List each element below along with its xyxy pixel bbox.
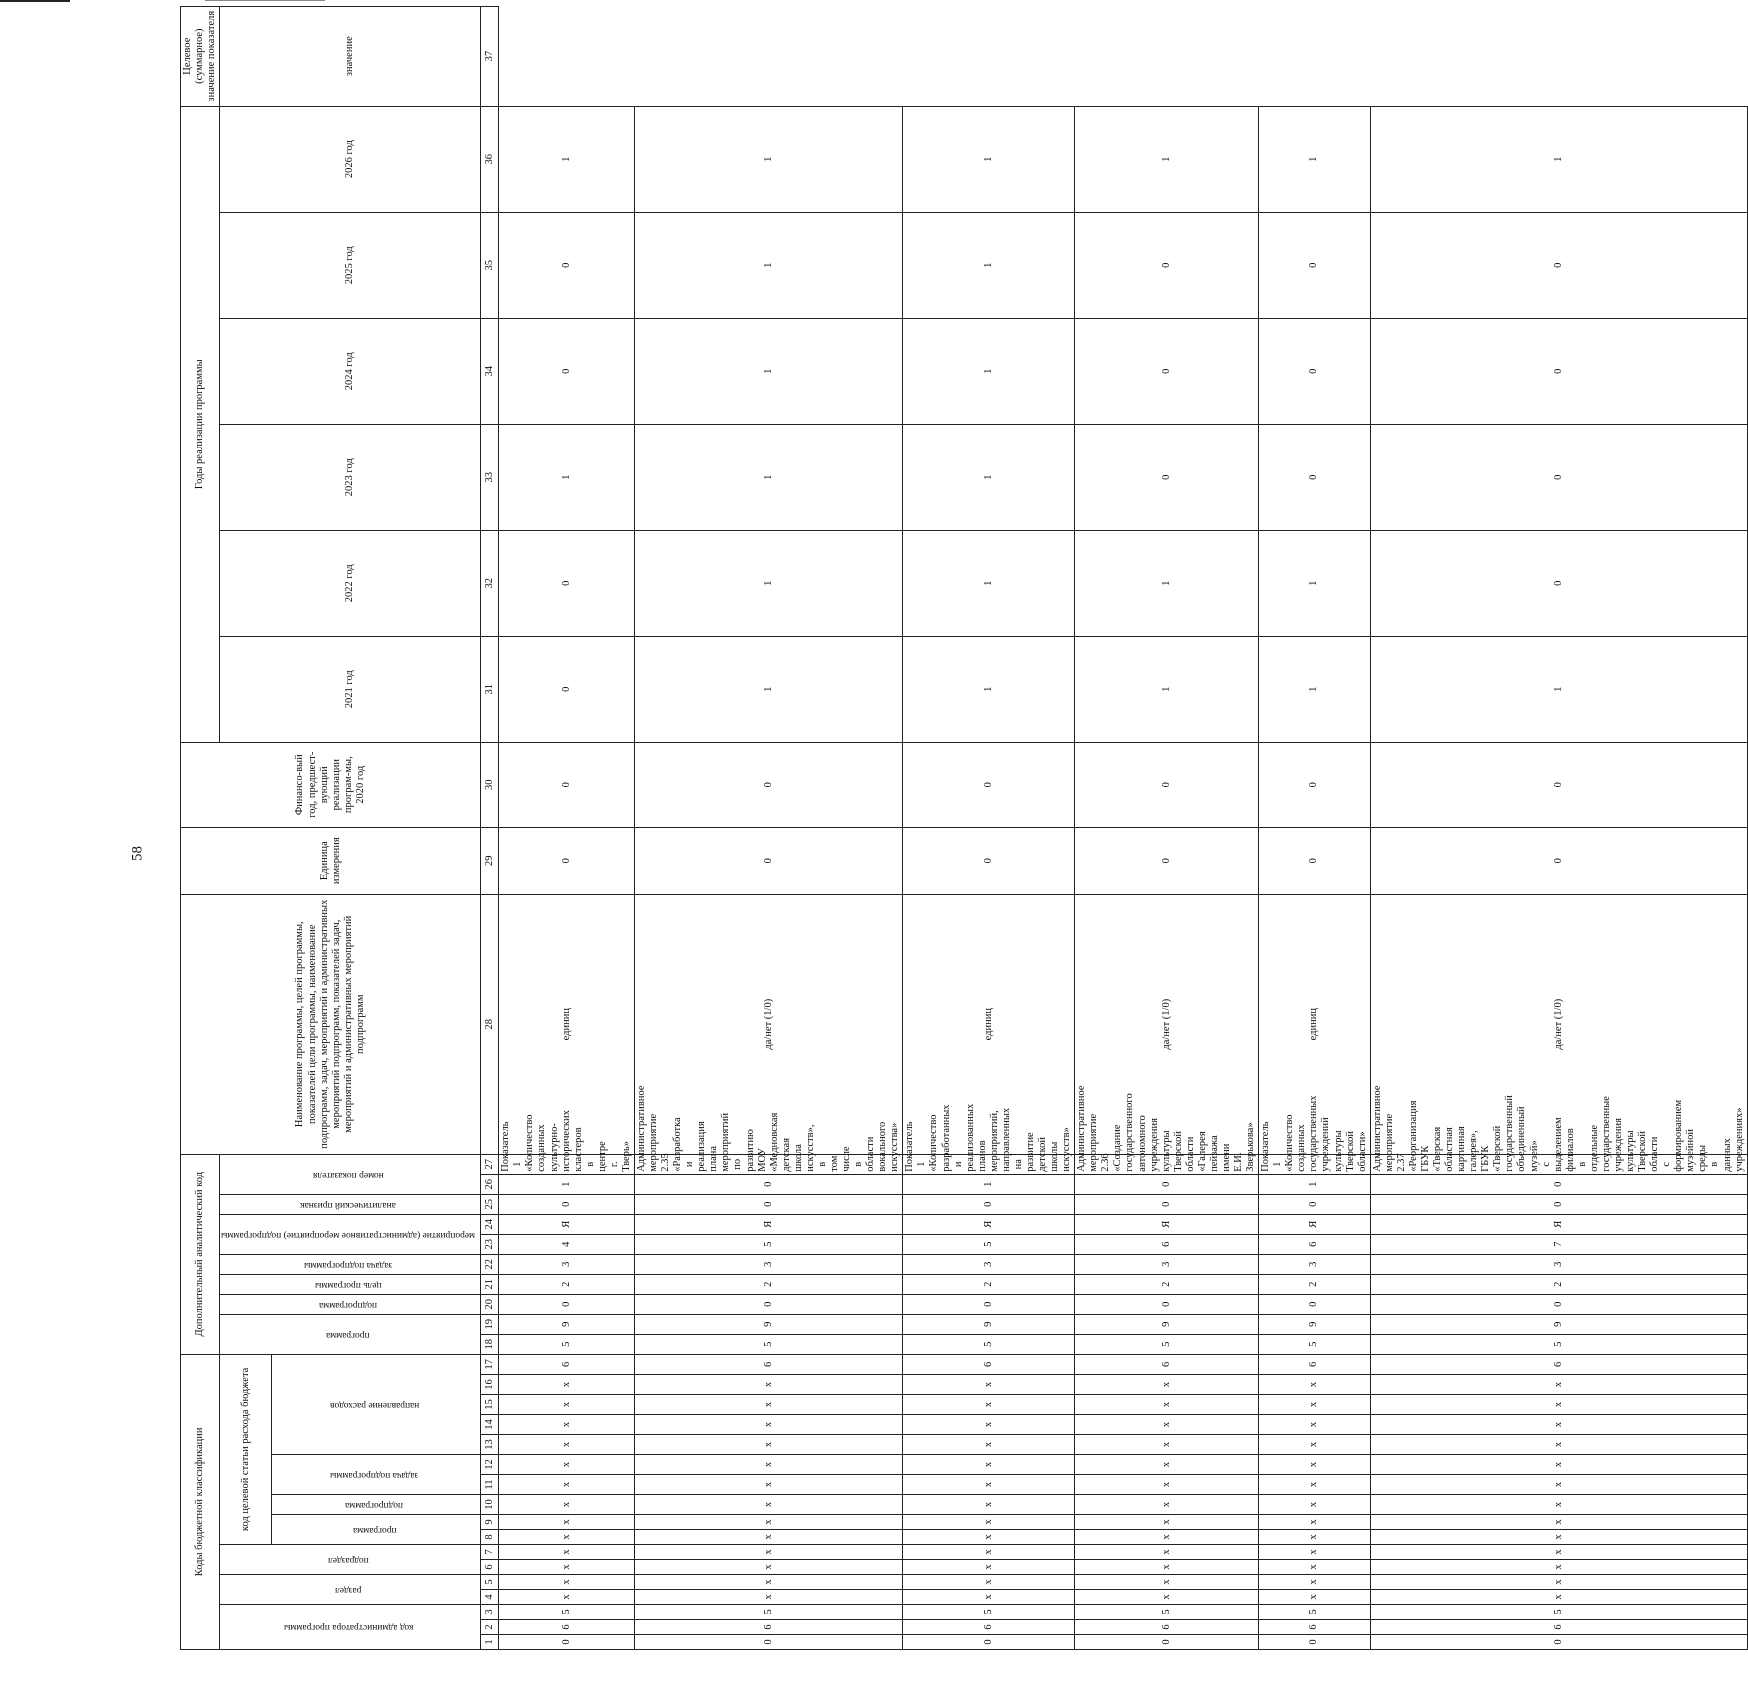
row-year-value: 1 [1075,636,1259,742]
code-cell: х [1370,1545,1747,1560]
col-num: 34 [481,318,499,424]
code-cell: х [1075,1435,1259,1455]
row-year-value: 0 [499,212,635,318]
code-cell: 0 [1370,1294,1747,1314]
code-cell: х [903,1435,1075,1455]
col-num: 13 [481,1435,499,1455]
code-cell: х [1259,1395,1371,1415]
row-name: Административное мероприятие 2.37 «Реорганизация ГБУК «Тверская областная картинная галерея», ГБУК «Тверской государственный объединенный музей» с выделением филиалов в отдельные государственные учреждения культуры Тверской области с формированием музейной среды в данных учреждениях» [1370,1154,1747,1174]
row-name: Административное мероприятие 2.35 «Разработка и реализация плана мероприятий по развитию МОУ «Медновская детская школа искусств», в том числе в области вокального искусства» [634,1154,902,1174]
col-num: 28 [481,894,499,1154]
code-cell: 5 [903,1605,1075,1620]
row-target-value: 1 [634,106,902,212]
row-year-value: 0 [499,318,635,424]
col-num: 7 [481,1545,499,1560]
code-cell: 6 [1259,1354,1371,1374]
row-year-value: 0 [1259,424,1371,530]
code-cell: х [1259,1560,1371,1575]
row-fin-year-value: 0 [634,827,902,894]
row-unit: да/нет (1/0) [634,894,902,1154]
code-cell: х [1075,1515,1259,1530]
row-year-value: 0 [499,742,635,827]
col-num: 20 [481,1294,499,1314]
row-year-value: 1 [499,424,635,530]
header-additional-code: Дополнительный аналитический код [181,1154,220,1354]
code-cell: х [499,1530,635,1545]
code-cell: 6 [499,1354,635,1374]
header-meropriyatie: мероприятие (административное мероприятие) подпрограммы [220,1214,481,1254]
code-cell: 3 [1075,1254,1259,1274]
header-year-2026: 2026 год [220,106,481,212]
code-cell: 5 [1259,1334,1371,1354]
row-year-value: 0 [1075,424,1259,530]
header-add-zadacha: задача подпрограммы [220,1254,481,1274]
code-cell: х [634,1415,902,1435]
code-cell: 0 [1259,1194,1371,1214]
code-cell: х [634,1560,902,1575]
code-cell: х [1075,1475,1259,1495]
code-cell: х [1259,1415,1371,1435]
code-cell: Я [1075,1214,1259,1234]
row-year-value: 1 [903,424,1075,530]
code-cell: 0 [1370,1174,1747,1194]
table-row [903,6,1075,1649]
code-cell: 0 [1075,1194,1259,1214]
code-cell: 9 [634,1314,902,1334]
page-number: 58 [129,846,146,861]
col-num: 19 [481,1314,499,1334]
code-cell: х [903,1455,1075,1475]
code-cell: 3 [1370,1254,1747,1274]
code-cell: х [903,1560,1075,1575]
row-year-value: 0 [1370,318,1747,424]
code-cell: 6 [1259,1620,1371,1635]
code-cell: х [1370,1415,1747,1435]
code-cell: 5 [1259,1605,1371,1620]
header-years-group: Годы реализации программы [181,106,220,742]
row-target-value: 1 [1370,106,1747,212]
row-year-value: 0 [1259,318,1371,424]
code-cell: 1 [499,1174,635,1194]
code-cell: 9 [1370,1314,1747,1334]
col-num: 2 [481,1620,499,1635]
table-row [499,6,635,1649]
header-razdel: раздел [220,1575,481,1605]
code-cell: х [499,1590,635,1605]
code-cell: х [1370,1515,1747,1530]
header-add-programma: программа [220,1314,481,1354]
code-cell: 5 [1370,1334,1747,1354]
header-year-2024: 2024 год [220,318,481,424]
code-cell: х [499,1395,635,1415]
col-num: 33 [481,424,499,530]
col-num: 14 [481,1415,499,1435]
code-cell: х [903,1395,1075,1415]
col-num: 21 [481,1274,499,1294]
code-cell: х [1259,1375,1371,1395]
code-cell: 5 [499,1334,635,1354]
header-year-2022: 2022 год [220,530,481,636]
row-year-value: 0 [1370,212,1747,318]
code-cell: 6 [1075,1620,1259,1635]
code-cell: 6 [1075,1354,1259,1374]
col-num: 16 [481,1375,499,1395]
code-cell: 6 [1370,1620,1747,1635]
code-cell: х [1370,1395,1747,1415]
code-cell: х [1370,1575,1747,1590]
code-cell: х [634,1530,902,1545]
col-num: 1 [481,1635,499,1650]
code-cell: х [499,1375,635,1395]
table-row [1075,6,1259,1649]
row-year-value: 0 [634,742,902,827]
header-zadacha: задача подпрограммы [272,1455,481,1495]
header-target-code: код целевой статьи расхода бюджета [220,1354,272,1544]
code-cell: 0 [634,1294,902,1314]
code-cell: Я [634,1214,902,1234]
row-year-value: 1 [903,212,1075,318]
code-cell: х [1370,1475,1747,1495]
code-cell: х [1370,1375,1747,1395]
code-cell: 2 [1370,1274,1747,1294]
code-cell: х [1075,1560,1259,1575]
row-unit: единиц [499,894,635,1154]
code-cell: 5 [1075,1605,1259,1620]
col-num: 10 [481,1495,499,1515]
code-cell: х [903,1515,1075,1530]
code-cell: 7 [1370,1234,1747,1254]
row-year-value: 0 [499,636,635,742]
col-num: 22 [481,1254,499,1274]
code-cell: х [1259,1475,1371,1495]
code-cell: 9 [499,1314,635,1334]
col-num: 24 [481,1214,499,1234]
col-num: 11 [481,1475,499,1495]
code-cell: х [634,1475,902,1495]
code-cell: Я [903,1214,1075,1234]
code-cell: х [499,1560,635,1575]
col-num: 5 [481,1575,499,1590]
code-cell: 0 [903,1294,1075,1314]
code-cell: 2 [1259,1274,1371,1294]
rotated-table-container [180,10,1745,1650]
row-year-value: 0 [903,742,1075,827]
col-num: 36 [481,106,499,212]
code-cell: 5 [499,1605,635,1620]
code-cell: х [1259,1495,1371,1515]
row-year-value: 1 [1370,636,1747,742]
code-cell: х [903,1475,1075,1495]
code-cell: Я [1370,1214,1747,1234]
table-row [634,6,902,1649]
row-year-value: 0 [1259,212,1371,318]
code-cell: х [1075,1590,1259,1605]
code-cell: 5 [634,1605,902,1620]
col-num: 35 [481,212,499,318]
table-row [1370,6,1747,1649]
code-cell: х [634,1590,902,1605]
code-cell: х [1370,1495,1747,1515]
header-year-2025: 2025 год [220,212,481,318]
code-cell: 2 [903,1274,1075,1294]
code-cell: 0 [499,1294,635,1314]
table-row [1259,6,1371,1649]
col-num: 26 [481,1174,499,1194]
code-cell: х [634,1455,902,1475]
header-fin-year: Финансо-вый год, предшест-вующий реализации програм-мы, 2020 год [181,742,481,827]
code-cell: х [634,1515,902,1530]
code-cell: 6 [634,1620,902,1635]
code-cell: 9 [1075,1314,1259,1334]
code-cell: х [903,1415,1075,1435]
header-admin-code: код администратора программы [220,1605,481,1650]
code-cell: х [1259,1530,1371,1545]
code-cell: х [499,1475,635,1495]
code-cell: 0 [1370,1194,1747,1214]
row-year-value: 0 [1370,530,1747,636]
code-cell: х [634,1435,902,1455]
code-cell: 0 [634,1635,902,1650]
code-cell: 6 [903,1620,1075,1635]
code-cell: х [1259,1515,1371,1530]
code-cell: 9 [903,1314,1075,1334]
code-cell: х [1075,1495,1259,1515]
table-body [499,6,1747,1649]
code-cell: 1 [903,1174,1075,1194]
col-num: 18 [481,1334,499,1354]
header-year-2021: 2021 год [220,636,481,742]
col-num: 8 [481,1530,499,1545]
row-fin-year-value: 0 [499,827,635,894]
code-cell: 1 [1259,1174,1371,1194]
col-num: 6 [481,1560,499,1575]
header-add-podprogramma: подпрограмма [220,1294,481,1314]
code-cell: 2 [1075,1274,1259,1294]
header-podprogramma: подпрограмма [272,1495,481,1515]
row-unit: единиц [903,894,1075,1154]
header-programma: программа [272,1515,481,1545]
code-cell: 6 [1075,1234,1259,1254]
col-num: 3 [481,1605,499,1620]
col-num: 25 [481,1194,499,1214]
code-cell: 0 [499,1194,635,1214]
code-cell: 0 [1259,1635,1371,1650]
code-cell: 0 [903,1194,1075,1214]
col-num: 30 [481,742,499,827]
code-cell: х [1259,1435,1371,1455]
code-cell: 5 [903,1334,1075,1354]
header-year-2023: 2023 год [220,424,481,530]
code-cell: 5 [634,1334,902,1354]
code-cell: х [634,1495,902,1515]
row-name: Показатель 1 «Количество созданных государственных учреждений культуры Тверской области» [1259,1154,1371,1174]
header-target-value: значение [220,6,481,106]
code-cell: х [1370,1560,1747,1575]
col-num: 23 [481,1234,499,1254]
row-year-value: 1 [1075,530,1259,636]
code-cell: 0 [634,1174,902,1194]
col-num: 12 [481,1455,499,1475]
header-priznak: аналитический признак [220,1194,481,1214]
indicator-table [180,6,1748,1650]
row-fin-year-value: 0 [903,827,1075,894]
scan-artifact-top-right [205,0,325,1]
header-unit: Единица измерения [181,827,481,894]
row-fin-year-value: 0 [1370,827,1747,894]
row-year-value: 1 [634,636,902,742]
col-num: 31 [481,636,499,742]
row-fin-year-value: 0 [1075,827,1259,894]
code-cell: 0 [1075,1174,1259,1194]
code-cell: 5 [1370,1605,1747,1620]
code-cell: х [499,1455,635,1475]
column-number-row [481,6,499,1649]
row-name: Административное мероприятие 2.36 «Создание государственного автономного учреждения культуры Тверской области «Галерея пейзажа имени Е.И. Зверькова» [1075,1154,1259,1174]
row-unit: да/нет (1/0) [1075,894,1259,1154]
code-cell: х [1259,1455,1371,1475]
header-podrazdel: подраздел [220,1545,481,1575]
row-year-value: 0 [1370,742,1747,827]
row-year-value: 0 [1075,212,1259,318]
row-year-value: 1 [903,530,1075,636]
header-nomer: номер показателя [220,1154,481,1194]
code-cell: х [1075,1455,1259,1475]
code-cell: х [499,1575,635,1590]
code-cell: 0 [1075,1294,1259,1314]
code-cell: х [903,1590,1075,1605]
code-cell: 6 [1259,1234,1371,1254]
code-cell: 3 [634,1254,902,1274]
code-cell: 2 [634,1274,902,1294]
code-cell: х [1259,1545,1371,1560]
row-year-value: 1 [1259,636,1371,742]
code-cell: х [1370,1590,1747,1605]
code-cell: 6 [1370,1354,1747,1374]
row-target-value: 1 [903,106,1075,212]
row-year-value: 1 [903,636,1075,742]
code-cell: 0 [1370,1635,1747,1650]
row-year-value: 0 [1075,318,1259,424]
code-cell: х [1075,1415,1259,1435]
row-year-value: 1 [634,530,902,636]
row-target-value: 1 [1259,106,1371,212]
row-year-value: 1 [634,424,902,530]
code-cell: 9 [1259,1314,1371,1334]
code-cell: 4 [499,1234,635,1254]
row-year-value: 0 [1075,742,1259,827]
row-target-value: 1 [1075,106,1259,212]
row-year-value: 1 [634,212,902,318]
code-cell: 6 [634,1354,902,1374]
code-cell: 0 [1259,1294,1371,1314]
code-cell: х [903,1495,1075,1515]
code-cell: х [1075,1575,1259,1590]
code-cell: х [1075,1395,1259,1415]
code-cell: х [1075,1375,1259,1395]
header-napravlenie: направление расходов [272,1354,481,1454]
row-year-value: 0 [499,530,635,636]
code-cell: х [1370,1455,1747,1475]
row-name: Показатель 1 «Количество созданных культурно-исторических кластеров в центре г. Тверь» [499,1154,635,1174]
code-cell: х [903,1575,1075,1590]
code-cell: Я [499,1214,635,1234]
code-cell: Я [1259,1214,1371,1234]
code-cell: х [1370,1435,1747,1455]
code-cell: 3 [1259,1254,1371,1274]
row-year-value: 0 [1259,742,1371,827]
row-target-value: 1 [499,106,635,212]
code-cell: х [499,1415,635,1435]
row-year-value: 1 [903,318,1075,424]
code-cell: х [903,1530,1075,1545]
code-cell: 2 [499,1274,635,1294]
col-num: 15 [481,1395,499,1415]
code-cell: х [1259,1590,1371,1605]
row-year-value: 1 [1259,530,1371,636]
row-fin-year-value: 0 [1259,827,1371,894]
code-cell: х [1075,1545,1259,1560]
code-cell: 5 [1075,1334,1259,1354]
code-cell: х [499,1545,635,1560]
code-cell: х [499,1515,635,1530]
col-num: 32 [481,530,499,636]
header-target: Целевое (суммарное) значение показателя [181,6,220,106]
code-cell: х [634,1575,902,1590]
code-cell: х [634,1545,902,1560]
code-cell: х [903,1375,1075,1395]
code-cell: 3 [499,1254,635,1274]
col-num: 17 [481,1354,499,1374]
row-year-value: 0 [1370,424,1747,530]
code-cell: х [903,1545,1075,1560]
code-cell: х [499,1495,635,1515]
code-cell: 6 [903,1354,1075,1374]
code-cell: х [1370,1530,1747,1545]
scan-artifact-top [0,0,70,2]
code-cell: 0 [1075,1635,1259,1650]
col-num: 29 [481,827,499,894]
code-cell: 3 [903,1254,1075,1274]
code-cell: х [634,1395,902,1415]
col-num: 27 [481,1154,499,1174]
code-cell: х [1259,1575,1371,1590]
code-cell: 0 [634,1194,902,1214]
code-cell: х [634,1375,902,1395]
code-cell: 6 [499,1620,635,1635]
header-cel: цель программы [220,1274,481,1294]
row-year-value: 1 [634,318,902,424]
code-cell: 0 [903,1635,1075,1650]
col-num: 37 [481,6,499,106]
col-num: 9 [481,1515,499,1530]
code-cell: х [499,1435,635,1455]
row-unit: единиц [1259,894,1371,1154]
col-num: 4 [481,1590,499,1605]
header-name: Наименование программы, целей программы, показателей цели программы, наименование подпрограмм, задач, мероприятий и административных мероприятий подпрограмм, показателей задач, мероприятий и административных мероприятий подпрограмм [181,894,481,1154]
code-cell: 5 [634,1234,902,1254]
row-name: Показатель 1 «Количество разработанных и реализованных планов мероприятий, направленных на развитие детской школы искусств» [903,1154,1075,1174]
code-cell: х [1075,1530,1259,1545]
code-cell: 5 [903,1234,1075,1254]
header-budget-codes: Коды бюджетной классификации [181,1354,220,1649]
row-unit: да/нет (1/0) [1370,894,1747,1154]
code-cell: 0 [499,1635,635,1650]
